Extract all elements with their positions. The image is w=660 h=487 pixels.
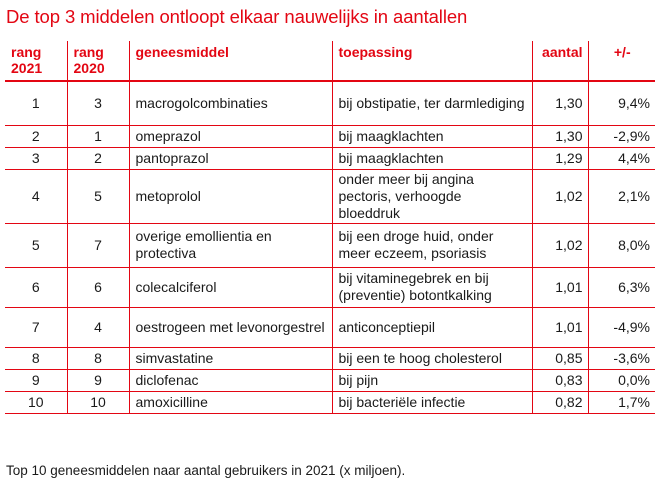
cell-count: 0,83	[532, 369, 588, 391]
cell-drug: amoxicilline	[129, 391, 332, 413]
table-row	[5, 147, 655, 169]
cell-rank-2021: 4	[5, 169, 67, 223]
cell-change: 2,1%	[618, 187, 650, 204]
cell-rank-2020: 8	[67, 347, 129, 369]
cell-change: 0,0%	[618, 371, 650, 388]
cell-rank-2021: 10	[5, 391, 67, 413]
cell-drug: pantoprazol	[129, 147, 332, 169]
table-row	[5, 223, 655, 267]
cell-use: bij pijn	[332, 369, 532, 391]
cell-rank-2021: 6	[5, 267, 67, 307]
cell-rank-2020: 10	[67, 391, 129, 413]
header-use: toepassing	[332, 41, 532, 81]
table-row	[5, 267, 655, 307]
cell-change: -2,9%	[613, 127, 650, 144]
header-count: aantal	[532, 41, 588, 81]
cell-rank-2020: 3	[67, 81, 129, 125]
cell-rank-2020: 7	[67, 223, 129, 267]
cell-rank-2021: 3	[5, 147, 67, 169]
cell-change: 6,3%	[618, 278, 650, 295]
cell-use: bij obstipatie, ter darmlediging	[332, 81, 532, 125]
table-body	[5, 81, 655, 413]
cell-drug: oestrogeen met levonorgestrel	[129, 307, 332, 347]
header-rank-2021: rang 2021	[5, 41, 67, 81]
cell-change: -3,6%	[613, 349, 650, 366]
cell-count: 1,01	[532, 267, 588, 307]
cell-rank-2021: 7	[5, 307, 67, 347]
cell-use: bij maagklachten	[332, 147, 532, 169]
cell-drug: diclofenac	[129, 369, 332, 391]
header-change: +/-	[613, 44, 631, 60]
table-row	[5, 369, 655, 391]
cell-rank-2021: 9	[5, 369, 67, 391]
cell-rank-2021: 1	[5, 81, 67, 125]
cell-rank-2020: 6	[67, 267, 129, 307]
cell-use: bij een droge huid, onder meer eczeem, psoriasis	[332, 223, 532, 267]
table-caption: Top 10 geneesmiddelen naar aantal gebruikers in 2021 (x miljoen).	[6, 463, 406, 478]
table-row	[5, 169, 655, 223]
header-rank-2020: rang 2020	[67, 41, 129, 81]
drug-table	[5, 41, 655, 414]
table-row	[5, 391, 655, 413]
table-row	[5, 125, 655, 147]
cell-drug: colecalciferol	[129, 267, 332, 307]
cell-change: 1,7%	[618, 393, 650, 410]
cell-change: -4,9%	[613, 318, 650, 335]
cell-change: 9,4%	[618, 94, 650, 111]
cell-rank-2021: 2	[5, 125, 67, 147]
cell-use: anticonceptiepil	[332, 307, 532, 347]
cell-count: 1,02	[532, 169, 588, 223]
cell-rank-2020: 1	[67, 125, 129, 147]
cell-use: bij maagklachten	[332, 125, 532, 147]
cell-change: 8,0%	[618, 236, 650, 253]
cell-count: 0,82	[532, 391, 588, 413]
cell-count: 1,01	[532, 307, 588, 347]
cell-change: 4,4%	[618, 149, 650, 166]
cell-drug: overige emollientia en protectiva	[129, 223, 332, 267]
cell-drug: simvastatine	[129, 347, 332, 369]
cell-count: 1,30	[532, 81, 588, 125]
cell-count: 0,85	[532, 347, 588, 369]
table-row	[5, 307, 655, 347]
cell-rank-2020: 2	[67, 147, 129, 169]
cell-count: 1,02	[532, 223, 588, 267]
cell-rank-2021: 5	[5, 223, 67, 267]
cell-rank-2020: 9	[67, 369, 129, 391]
cell-count: 1,30	[532, 125, 588, 147]
cell-use: bij bacteriële infectie	[332, 391, 532, 413]
cell-rank-2021: 8	[5, 347, 67, 369]
cell-count: 1,29	[532, 147, 588, 169]
table-header-row	[5, 41, 655, 81]
cell-use: bij vitaminegebrek en bij (preventie) botontkalking	[332, 267, 532, 307]
cell-use: bij een te hoog cholesterol	[332, 347, 532, 369]
cell-drug: metoprolol	[129, 169, 332, 223]
cell-drug: omeprazol	[129, 125, 332, 147]
cell-rank-2020: 5	[67, 169, 129, 223]
cell-use: onder meer bij angina pectoris, verhoogde bloeddruk	[332, 169, 532, 223]
cell-rank-2020: 4	[67, 307, 129, 347]
header-drug: geneesmiddel	[129, 41, 332, 81]
table-row	[5, 347, 655, 369]
table-row	[5, 81, 655, 125]
cell-drug: macrogolcombinaties	[129, 81, 332, 125]
page-title: De top 3 middelen ontloopt elkaar nauwelijks in aantallen	[6, 6, 468, 27]
